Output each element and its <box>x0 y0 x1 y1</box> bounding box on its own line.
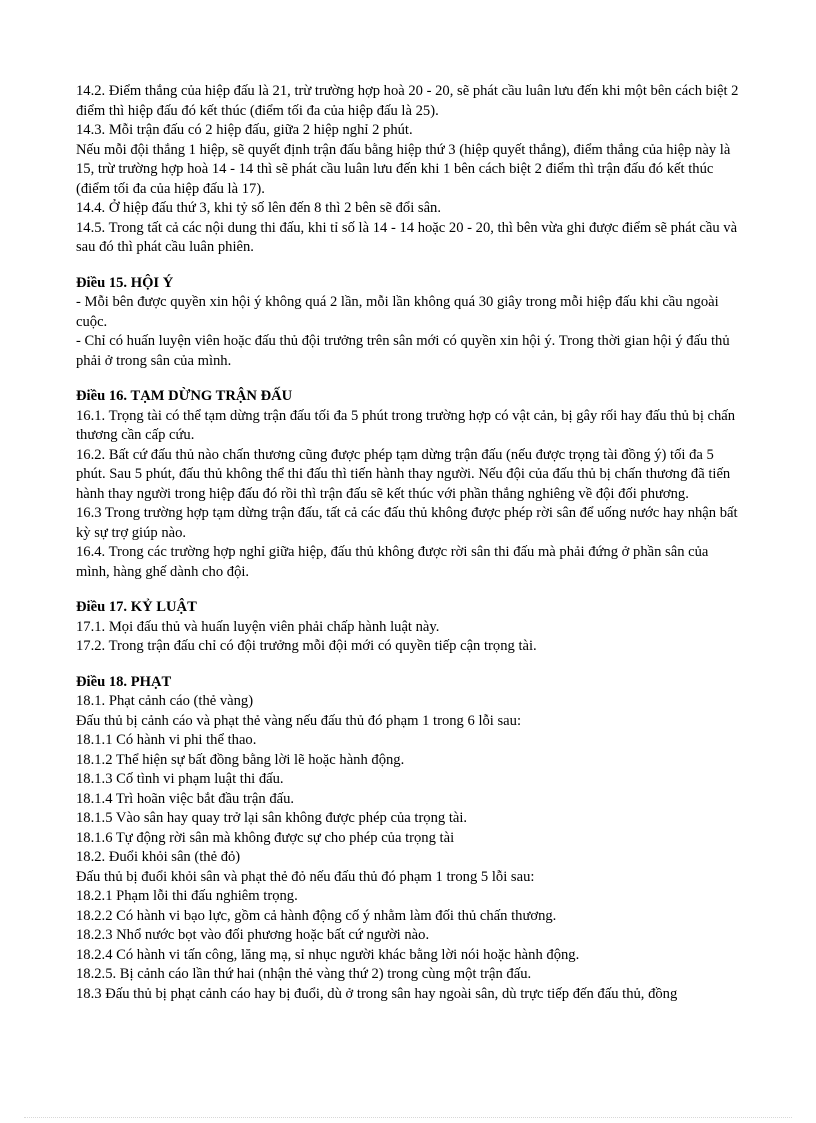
section-line: - Chỉ có huấn luyện viên hoặc đấu thủ đội trưởng trên sân mới có quyền xin hội ý. Trong thời gian hội ý đấu thủ phải ở trong sân của mình. <box>76 333 734 369</box>
paragraph-14-2: 14.2. Điểm thắng của hiệp đấu là 21, trừ trường hợp hoà 20 - 20, sẽ phát cầu luân lưu đến khi một bên cách biệt 2 điểm thì hiệp đấu đó kết thúc (điểm tối đa của hiệp đấu là 25). <box>76 83 743 119</box>
section-line: 18.1. Phạt cảnh cáo (thẻ vàng) <box>76 693 254 709</box>
paragraph-14-5: 14.5. Trong tất cả các nội dung thi đấu, khi tỉ số là 14 - 14 hoặc 20 - 20, thì bên vừa ghi được điểm sẽ phát cầu và sau đó thì phát cầu luân phiên. <box>76 219 741 255</box>
section-line: 17.2. Trong trận đấu chỉ có đội trưởng mỗi đội mới có quyền tiếp cận trọng tài. <box>76 638 537 654</box>
section-line: 18.2.3 Nhổ nước bọt vào đối phương hoặc bất cứ người nào. <box>76 927 430 943</box>
paragraph-14-3: 14.3. Mỗi trận đấu có 2 hiệp đấu, giữa 2 hiệp nghỉ 2 phút. <box>76 122 413 138</box>
section-line: 18.1.2 Thể hiện sự bất đồng bằng lời lẽ hoặc hành động. <box>76 751 405 768</box>
section-line: 18.2.4 Có hành vi tấn công, lăng mạ, sỉ nhục người khác bằng lời nói hoặc hành động. <box>76 946 580 963</box>
section-dieu-16 <box>76 387 741 582</box>
section-line: 16.2. Bất cứ đấu thủ nào chấn thương cũng được phép tạm dừng trận đấu (nếu được trọng tài đồng ý) tối đa 5 phút. Sau 5 phút, đấu thủ không thể thi đấu thì tiến hành thay người. Nếu đội của đấu thủ bị chấn thương đã tiến hành thay người trong hiệp đấu đó rồi thì trận đấu sẽ kết thúc với phần thắng nghiêng về đội đối phương. <box>76 446 734 502</box>
intro-block <box>76 82 741 258</box>
section-line: 17.1. Mọi đấu thủ và huấn luyện viên phải chấp hành luật này. <box>76 618 440 635</box>
section-line: 18.1.4 Trì hoãn việc bắt đầu trận đấu. <box>76 790 295 807</box>
section-heading: Điều 18. PHẠT <box>76 673 172 690</box>
paragraph-14-4: 14.4. Ở hiệp đấu thứ 3, khi tỷ số lên đến 8 thì 2 bên sẽ đổi sân. <box>76 200 442 216</box>
section-heading: Điều 17. KỶ LUẬT <box>76 599 197 615</box>
section-dieu-18 <box>76 673 741 1005</box>
section-line: 18.2.5. Bị cảnh cáo lần thứ hai (nhận thẻ vàng thứ 2) trong cùng một trận đấu. <box>76 966 532 982</box>
section-line: 16.3 Trong trường hợp tạm dừng trận đấu, tất cả các đấu thủ không được phép rời sân để uống nước hay nhận bất kỳ sự trợ giúp nào. <box>76 505 742 541</box>
section-line: 18.2.1 Phạm lỗi thi đấu nghiêm trọng. <box>76 888 298 904</box>
section-line: 18.1.5 Vào sân hay quay trở lại sân không được phép của trọng tài. <box>76 810 468 826</box>
paragraph-tiebreak: Nếu mỗi đội thắng 1 hiệp, sẽ quyết định trận đấu bằng hiệp thứ 3 (hiệp quyết thắng), điểm thắng của hiệp này là 15, trừ trường hợp hoà 14 - 14 thì sẽ phát cầu luân lưu đến khi 1 bên cách biệt 2 điểm thì trận đấu đó kết thúc (điểm tối đa của hiệp đấu là 17). <box>76 141 734 197</box>
document-page <box>76 82 741 1004</box>
section-line: 18.1.3 Cố tình vi phạm luật thi đấu. <box>76 771 284 787</box>
section-line: 16.1. Trọng tài có thể tạm dừng trận đấu tối đa 5 phút trong trường hợp có vật cản, bị gây rối hay đấu thủ bị chấn thương cần cấp cứu. <box>76 407 739 443</box>
section-line: 18.3 Đấu thủ bị phạt cảnh cáo hay bị đuổi, dù ở trong sân hay ngoài sân, dù trực tiếp đến đấu thủ, đồng <box>76 985 678 1002</box>
section-line: Đấu thủ bị đuổi khỏi sân và phạt thẻ đỏ nếu đấu thủ đó phạm 1 trong 5 lỗi sau: <box>76 868 535 885</box>
section-line: 18.1.6 Tự động rời sân mà không được sự cho phép của trọng tài <box>76 829 455 846</box>
section-dieu-17 <box>76 598 741 657</box>
section-heading: Điều 16. TẠM DỪNG TRẬN ĐẤU <box>76 388 293 404</box>
section-line: 18.2.2 Có hành vi bạo lực, gồm cả hành động cố ý nhằm làm đối thủ chấn thương. <box>76 907 557 924</box>
section-heading: Điều 15. HỘI Ý <box>76 274 174 291</box>
section-line: - Mỗi bên được quyền xin hội ý không quá 2 lần, mỗi lần không quá 30 giây trong mỗi hiệp đấu khi cầu ngoài cuộc. <box>76 294 723 330</box>
section-line: Đấu thủ bị cảnh cáo và phạt thẻ vàng nếu đấu thủ đó phạm 1 trong 6 lỗi sau: <box>76 712 522 729</box>
section-line: 16.4. Trong các trường hợp nghỉ giữa hiệp, đấu thủ không được rời sân thi đấu mà phải đứng ở phần sân của mình, hàng ghế dành cho đội. <box>76 544 713 580</box>
section-line: 18.1.1 Có hành vi phi thể thao. <box>76 732 257 748</box>
section-dieu-15 <box>76 274 741 372</box>
section-line: 18.2. Đuổi khỏi sân (thẻ đỏ) <box>76 849 241 865</box>
page-bottom-divider <box>24 1117 792 1118</box>
